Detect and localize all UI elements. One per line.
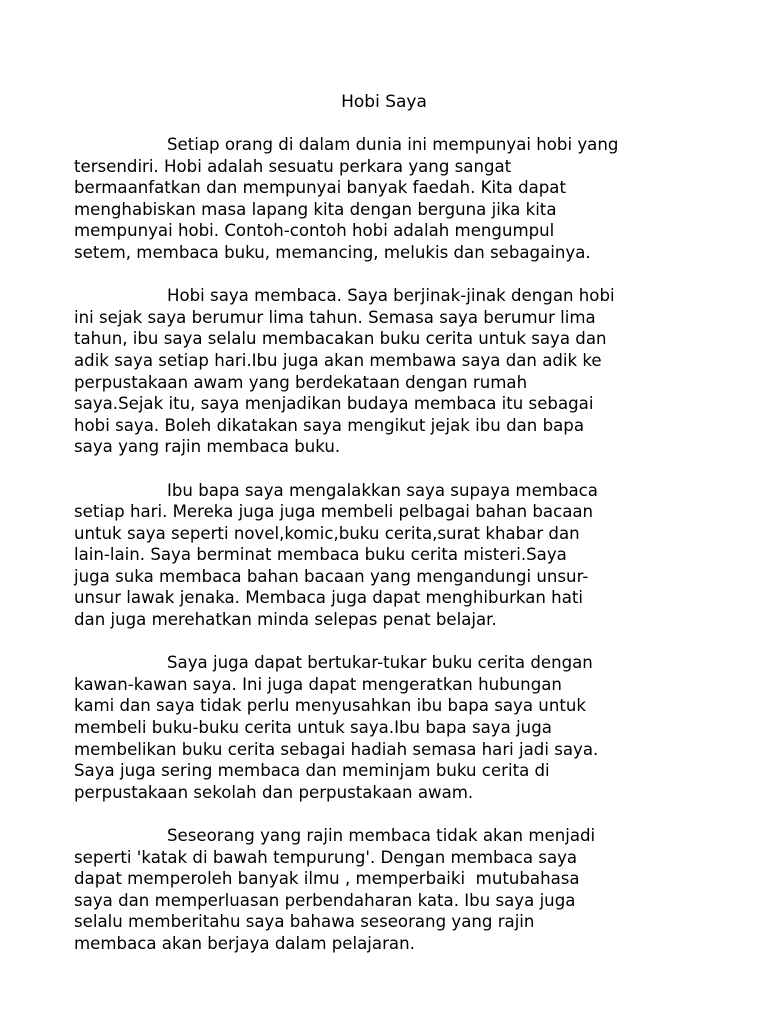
paragraph-line: hobi saya. Boleh dikatakan saya mengikut jejak ibu dan bapa bbox=[74, 415, 584, 435]
paragraph-line: ini sejak saya berumur lima tahun. Semasa saya berumur lima bbox=[74, 307, 596, 327]
paragraph-line: mempunyai hobi. Contoh-contoh hobi adalah mengumpul bbox=[74, 221, 555, 241]
line-text: Seseorang yang rajin membaca tidak akan menjadi bbox=[167, 826, 596, 845]
paragraph-line: lain-lain. Saya berminat membaca buku cerita misteri.Saya bbox=[74, 545, 567, 565]
paragraph-line: dan juga merehatkan minda selepas penat belajar. bbox=[74, 610, 497, 630]
paragraph-line: perpustakaan awam yang berdekataan dengan rumah bbox=[74, 372, 528, 392]
paragraph-line: adik saya setiap hari.Ibu juga akan membawa saya dan adik ke bbox=[74, 350, 602, 370]
paragraph-line: setem, membaca buku, memancing, melukis dan sebagainya. bbox=[74, 242, 591, 262]
paragraph-line bbox=[74, 652, 714, 674]
paragraph-line: saya yang rajin membaca buku. bbox=[74, 437, 341, 457]
document-body bbox=[74, 134, 714, 976]
paragraph-4 bbox=[74, 652, 714, 803]
paragraph-line: bermaanfatkan dan mempunyai banyak faedah. Kita dapat bbox=[74, 178, 566, 198]
paragraph-line: perpustakaan sekolah dan perpustakaan awam. bbox=[74, 782, 474, 802]
paragraph-2 bbox=[74, 285, 714, 458]
line-text: Saya juga dapat bertukar-tukar buku cerita dengan bbox=[167, 653, 593, 673]
paragraph-line: membelikan buku cerita sebagai hadiah semasa hari jadi saya. bbox=[74, 739, 599, 759]
paragraph-line: seperti 'katak di bawah tempurung'. Dengan membaca saya bbox=[74, 847, 578, 867]
paragraph-line bbox=[74, 480, 714, 502]
document-title: Hobi Saya bbox=[341, 92, 427, 112]
paragraph-line bbox=[74, 285, 714, 307]
paragraph-line: juga suka membaca bahan bacaan yang mengandungi unsur- bbox=[74, 566, 589, 586]
paragraph-3 bbox=[74, 480, 714, 631]
paragraph-line: selalu memberitahu saya bahawa seseorang yang rajin bbox=[74, 912, 535, 932]
paragraph-line: tersendiri. Hobi adalah sesuatu perkara yang sangat bbox=[74, 156, 512, 176]
paragraph-line: kami dan saya tidak perlu menyusahkan ibu bapa saya untuk bbox=[74, 696, 586, 716]
paragraph-5 bbox=[74, 825, 714, 955]
paragraph-line: membeli buku-buku cerita untuk saya.Ibu bapa saya juga bbox=[74, 718, 552, 738]
paragraph-line: saya.Sejak itu, saya menjadikan budaya membaca itu sebagai bbox=[74, 394, 594, 414]
line-text: Setiap orang di dalam dunia ini mempunyai hobi yang bbox=[167, 135, 619, 154]
line-text: Hobi saya membaca. Saya berjinak-jinak dengan hobi bbox=[167, 286, 615, 306]
line-text: Ibu bapa saya mengalakkan saya supaya membaca bbox=[167, 480, 598, 500]
paragraph-line: dapat memperoleh banyak ilmu , memperbaiki mutubahasa bbox=[74, 869, 580, 889]
paragraph-line: unsur lawak jenaka. Membaca juga dapat menghiburkan hati bbox=[74, 588, 583, 608]
paragraph-1 bbox=[74, 134, 714, 264]
paragraph-line: kawan-kawan saya. Ini juga dapat mengeratkan hubungan bbox=[74, 674, 562, 694]
paragraph-line: membaca akan berjaya dalam pelajaran. bbox=[74, 933, 415, 953]
paragraph-line: menghabiskan masa lapang kita dengan berguna jika kita bbox=[74, 199, 557, 219]
paragraph-line: untuk saya seperti novel,komic,buku cerita,surat khabar dan bbox=[74, 523, 580, 543]
paragraph-line: Saya juga sering membaca dan meminjam buku cerita di bbox=[74, 761, 550, 781]
paragraph-line: tahun, ibu saya selalu membacakan buku cerita untuk saya dan bbox=[74, 329, 607, 349]
paragraph-line: saya dan memperluasan perbendaharan kata. Ibu saya juga bbox=[74, 890, 576, 910]
paragraph-line bbox=[74, 825, 714, 847]
paragraph-line: setiap hari. Mereka juga juga membeli pelbagai bahan bacaan bbox=[74, 502, 594, 522]
paragraph-line bbox=[74, 134, 714, 156]
